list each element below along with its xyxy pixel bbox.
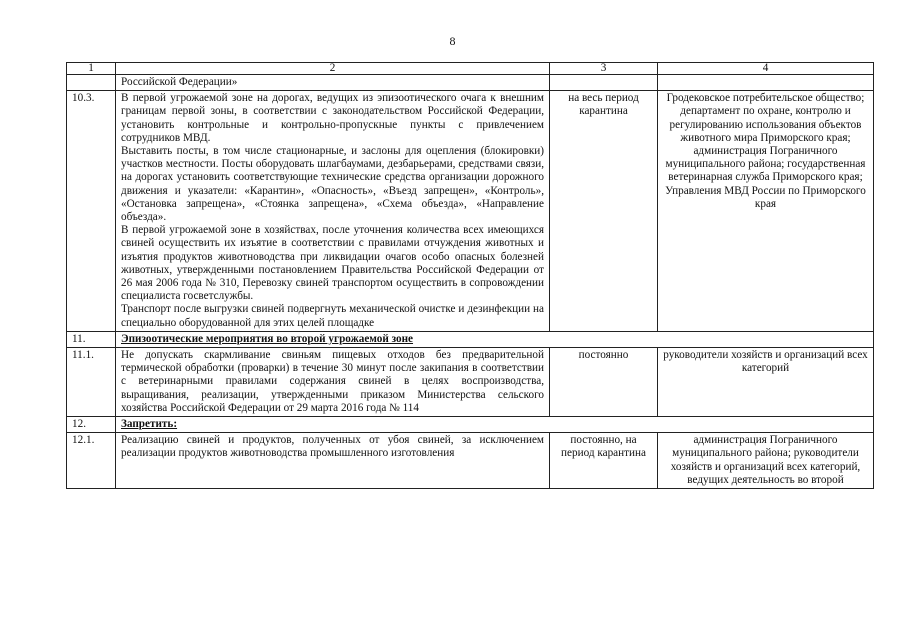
section-heading: Эпизоотические мероприятия во второй угрожаемой зоне bbox=[121, 332, 414, 345]
measure-text bbox=[116, 433, 550, 489]
measure-paragraph: Российской Федерации» bbox=[121, 76, 238, 88]
responsible-cell: руководители хозяйств и организаций всех категорий bbox=[658, 348, 874, 417]
measure-paragraph: В первой угрожаемой зоне в хозяйствах, после уточнения количества всех имеющихся свиней осуществить их изъятие в соответствии с правилами отчуждения животных и изъятия продуктов животноводства при ликвидации очагов особо опасных болезней животных, утвержденными постановлением Правительства Российской Федерации от 26 мая 2006 года № 310, Перевозку свиней транспортом осуществить в сопровождении специалиста госветслужбы. bbox=[121, 224, 544, 303]
row-number: 12.1. bbox=[67, 433, 116, 489]
header-cell: 3 bbox=[550, 63, 658, 75]
section-row bbox=[67, 331, 874, 347]
measure-paragraph: Реализацию свиней и продуктов, полученных от убоя свиней, за исключением реализации продуктов животноводства промышленного изготовления bbox=[121, 434, 544, 460]
table-header-row bbox=[67, 63, 874, 75]
measure-paragraph: Выставить посты, в том числе стационарные, и заслоны для оцепления (блокировки) участков местности. Посты оборудовать шлагбаумами, дезбарьерами, средствами связи, на дорогах установить соответствующие технические средства организации дорожного движения и указатели: «Карантин», «Опасность», «Въезд запрещен», «Контроль», «Остановка запрещена», «Стоянка запрещена», «Схема объезда», «Направление объезда». bbox=[121, 145, 544, 224]
section-row bbox=[67, 417, 874, 433]
row-number: 11.1. bbox=[67, 348, 116, 417]
section-heading-cell bbox=[116, 331, 874, 347]
table-row bbox=[67, 91, 874, 332]
measures-table bbox=[66, 62, 874, 489]
page-number: 8 bbox=[449, 34, 456, 48]
measure-paragraph: Транспорт после выгрузки свиней подвергнуть механической очистке и дезинфекции на специально оборудованной для этих целей площадке bbox=[121, 303, 544, 329]
row-number: 10.3. bbox=[67, 91, 116, 332]
measure-text bbox=[116, 348, 550, 417]
table-row bbox=[67, 348, 874, 417]
term-cell: постоянно bbox=[550, 348, 658, 417]
table-row bbox=[67, 75, 874, 91]
table-row bbox=[67, 433, 874, 489]
term-cell bbox=[550, 75, 658, 91]
row-number bbox=[67, 75, 116, 91]
term-cell: постоянно, на период карантина bbox=[550, 433, 658, 489]
term-cell: на весь период карантина bbox=[550, 91, 658, 332]
responsible-cell: Гродековское потребительское общество; департамент по охране, контролю и регулированию использования объектов животного мира Приморского края; администрация Пограничного муниципального района; государственная ветеринарная служба Приморского края; Управления МВД России по Приморского края bbox=[658, 91, 874, 332]
measure-paragraph: В первой угрожаемой зоне на дорогах, ведущих из эпизоотического очага к внешним границам первой зоны, в соответствии с законодательством Российской Федерации, установить контрольные и контрольно-пропускные пункты с привлечением сотрудников МВД. bbox=[121, 92, 544, 144]
header-cell: 1 bbox=[67, 63, 116, 75]
row-number: 12. bbox=[67, 417, 116, 433]
section-heading-cell bbox=[116, 417, 874, 433]
header-cell: 2 bbox=[116, 63, 550, 75]
responsible-cell: администрация Пограничного муниципального района; руководители хозяйств и организаций всех категорий, ведущих деятельность во второй bbox=[658, 433, 874, 489]
responsible-cell bbox=[658, 75, 874, 91]
measure-paragraph: Не допускать скармливание свиньям пищевых отходов без предварительной термической обработки (проварки) в течение 30 минут после закипания в соответствии с ветеринарными правилами содержания свиней в целях воспроизводства, выращивания, реализации, утвержденными приказом Министерства сельского хозяйства Российской Федерации от 29 марта 2016 года № 114 bbox=[121, 349, 544, 414]
section-heading: Запретить: bbox=[121, 418, 178, 431]
row-number: 11. bbox=[67, 331, 116, 347]
measure-text bbox=[116, 75, 550, 91]
measure-text bbox=[116, 91, 550, 332]
header-cell: 4 bbox=[658, 63, 874, 75]
